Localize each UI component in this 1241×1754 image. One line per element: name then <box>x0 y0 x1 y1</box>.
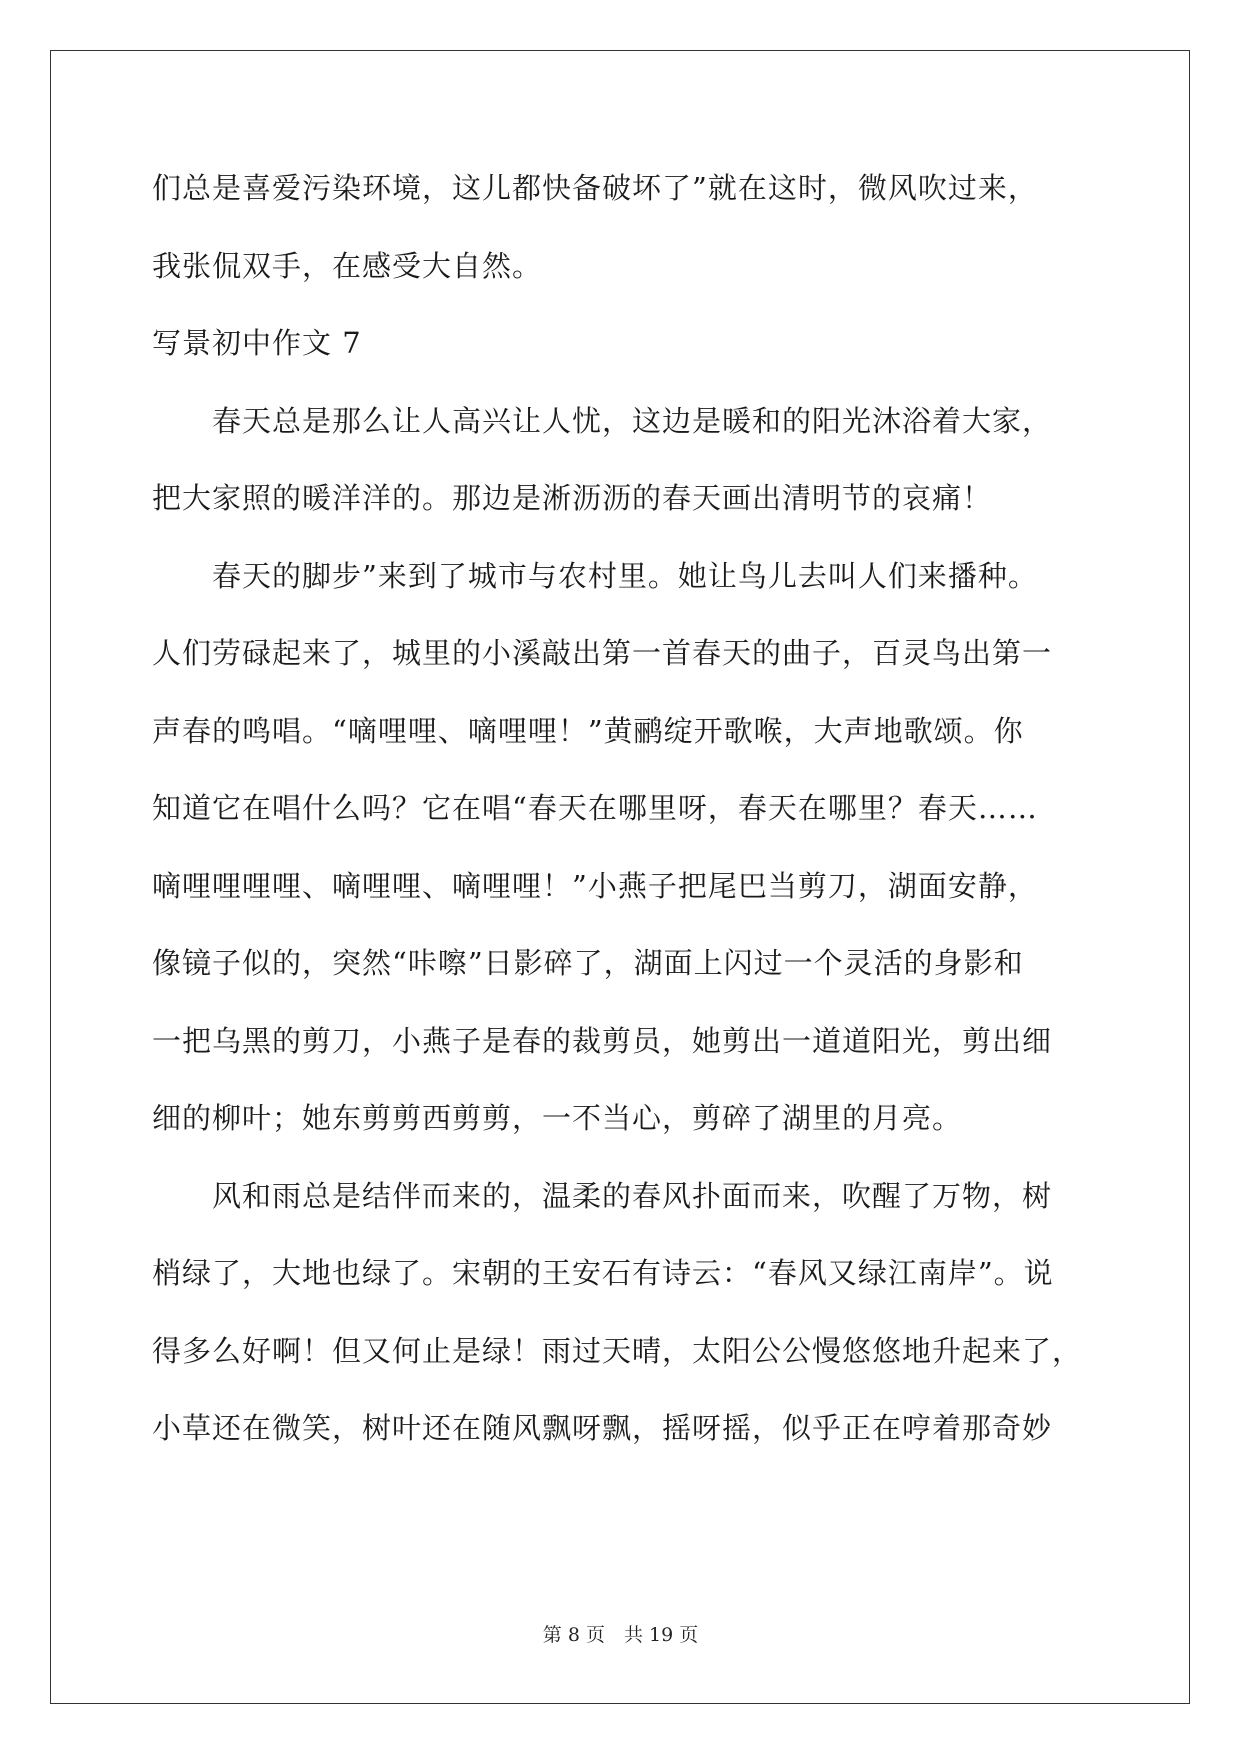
document-body <box>152 150 1097 1468</box>
text-line: 我张侃双手，在感受大自然。 <box>152 248 543 283</box>
text-line: 细的柳叶；她东剪剪西剪剪，一不当心，剪碎了湖里的月亮。 <box>152 1101 963 1135</box>
text-line: 嘀哩哩哩哩、嘀哩哩、嘀哩哩！”小燕子把尾巴当剪刀，湖面安静， <box>152 868 1038 903</box>
text-line: 春天总是那么让人高兴让人忧，这边是暖和的阳光沐浴着大家， <box>152 403 1053 438</box>
text-line: 风和雨总是结伴而来的，温柔的春风扑面而来，吹醒了万物，树 <box>152 1178 1053 1213</box>
text-line: 把大家照的暖洋洋的。那边是淅沥沥的春天画出清明节的哀痛！ <box>152 481 993 515</box>
text-line: 知道它在唱什么吗？它在唱“春天在哪里呀，春天在哪里？春天…… <box>152 791 1038 825</box>
text-line: 小草还在微笑，树叶还在随风飘呀飘，摇呀摇，似乎正在哼着那奇妙 <box>152 1411 1053 1445</box>
text-line: 一把乌黑的剪刀，小燕子是春的裁剪员，她剪出一道道阳光，剪出细 <box>152 1023 1053 1058</box>
text-line: 梢绿了，大地也绿了。宋朝的王安石有诗云：“春风又绿江南岸”。说 <box>152 1256 1054 1290</box>
page-footer <box>0 1620 1241 1647</box>
text-line: 春天的脚步”来到了城市与农村里。她让鸟儿去叫人们来播种。 <box>152 558 1038 593</box>
page-number: 第 8 页 共 19 页 <box>542 1624 699 1646</box>
text-line: 得多么好啊！但又何止是绿！雨过天晴，太阳公公慢悠悠地升起来了， <box>152 1333 1083 1368</box>
text-line: 们总是喜爱污染环境，这儿都快备破坏了”就在这时，微风吹过来， <box>152 171 1038 205</box>
text-line: 人们劳碌起来了，城里的小溪敲出第一首春天的曲子，百灵鸟出第一 <box>152 636 1053 670</box>
text-line: 声春的鸣唱。“嘀哩哩、嘀哩哩！”黄鹂绽开歌喉，大声地歌颂。你 <box>152 713 1024 748</box>
section-heading: 写景初中作文 7 <box>152 326 362 360</box>
text-line: 像镜子似的，突然“咔嚓”日影碎了，湖面上闪过一个灵活的身影和 <box>152 946 1024 980</box>
